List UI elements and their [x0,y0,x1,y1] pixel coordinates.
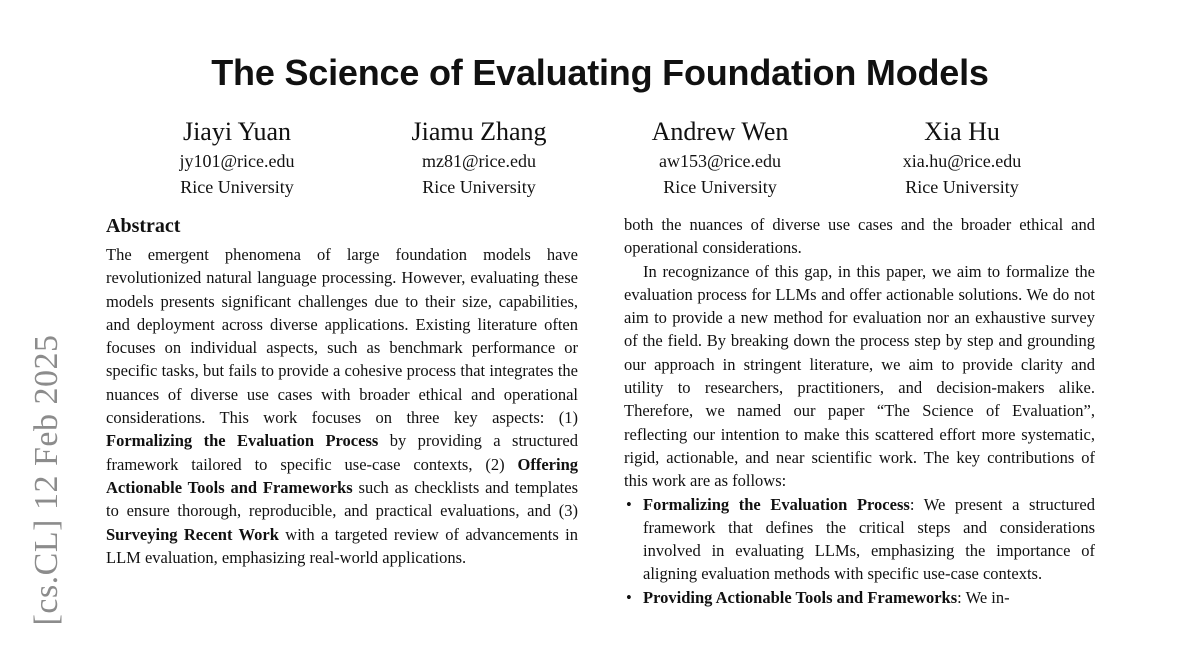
author-email: jy101@rice.edu [179,151,295,171]
paper-title: The Science of Evaluating Foundation Models [211,52,989,93]
arxiv-stamp: [cs.CL] 12 Feb 2025 [28,334,65,626]
author-name: Xia Hu [924,117,1000,146]
author-name: Andrew Wen [651,117,789,146]
bullet-icon: • [626,587,632,607]
right-column [624,213,1095,609]
abstract-text-1: by providing a structured framework tailored to specific use-case contexts, (2) [106,431,578,474]
abstract-body [106,243,578,569]
author-name: Jiayi Yuan [182,117,292,146]
author-affiliation: Rice University [422,177,536,197]
contribution-title: Providing Actionable Tools and Frameworks [643,587,958,607]
intro-continuation: both the nuances of diverse use cases and the broader ethical and operational considerations. [624,215,1095,258]
abstract-text-2: such as checklists and templates to ensure thorough, reproducible, and practical evaluations, and (3) [106,477,578,521]
author-affiliation: Rice University [905,177,1019,197]
contribution-text: : We in- [957,587,1010,607]
author-block-3 [600,116,840,200]
author-email: xia.hu@rice.edu [902,151,1022,171]
abstract-heading: Abstract [106,215,181,237]
abstract-text-3: with a targeted review of advancements in LLM evaluation, emphasizing real-world applications. [106,524,578,567]
bullet-icon: • [626,494,632,514]
author-affiliation: Rice University [663,177,777,197]
author-name: Jiamu Zhang [411,117,547,146]
list-item [624,493,1095,586]
author-email: mz81@rice.edu [421,151,537,171]
abstract-intro: The emergent phenomena of large foundation models have revolutionized natural language processing. However, evaluating these models presents significant challenges due to their size, capabilities, and deployment across diverse applications. Existing literature often focuses on individual aspects, such as benchmark performance or specific tasks, but fails to provide a cohesive process that integrates the nuances of diverse use cases with broader ethical and operational considerations. This work focuses on three key aspects: (1) [106,245,578,428]
abstract-aspect-1: Formalizing the Evaluation Process [106,431,379,451]
author-email: aw153@rice.edu [658,151,782,171]
author-affiliation: Rice University [180,177,294,197]
contribution-text: : We present a structured framework that defines the critical steps and considerations involved in evaluating LLMs, emphasizing the importance of aligning evaluation methods with specific use-case contexts. [643,494,1096,584]
contribution-title: Formalizing the Evaluation Process [643,494,910,514]
author-block-2 [359,116,599,200]
abstract-aspect-3: Surveying Recent Work [106,524,279,544]
author-block-4 [842,116,1082,200]
intro-paragraph: In recognizance of this gap, in this paper, we aim to formalize the evaluation process for LLMs and offer actionable solutions. We do not aim to provide a new method for evaluation nor an exhaustive survey of the field. By breaking down the process step by step and grounding our approach in stringent literature, we aim to provide clarity and utility to researchers, practitioners, and decision-makers alike. Therefore, we named our paper “The Science of Evaluation”, reflecting our intention to make this scattered effort more systematic, rigid, actionable, and near scientific work. The key contributions of this work are as follows: [624,261,1095,491]
contributions-list [624,493,1095,609]
left-column [106,213,578,569]
author-block-1 [117,116,357,200]
abstract-aspect-2: Offering Actionable Tools and Frameworks [106,454,578,497]
list-item [624,586,1095,609]
